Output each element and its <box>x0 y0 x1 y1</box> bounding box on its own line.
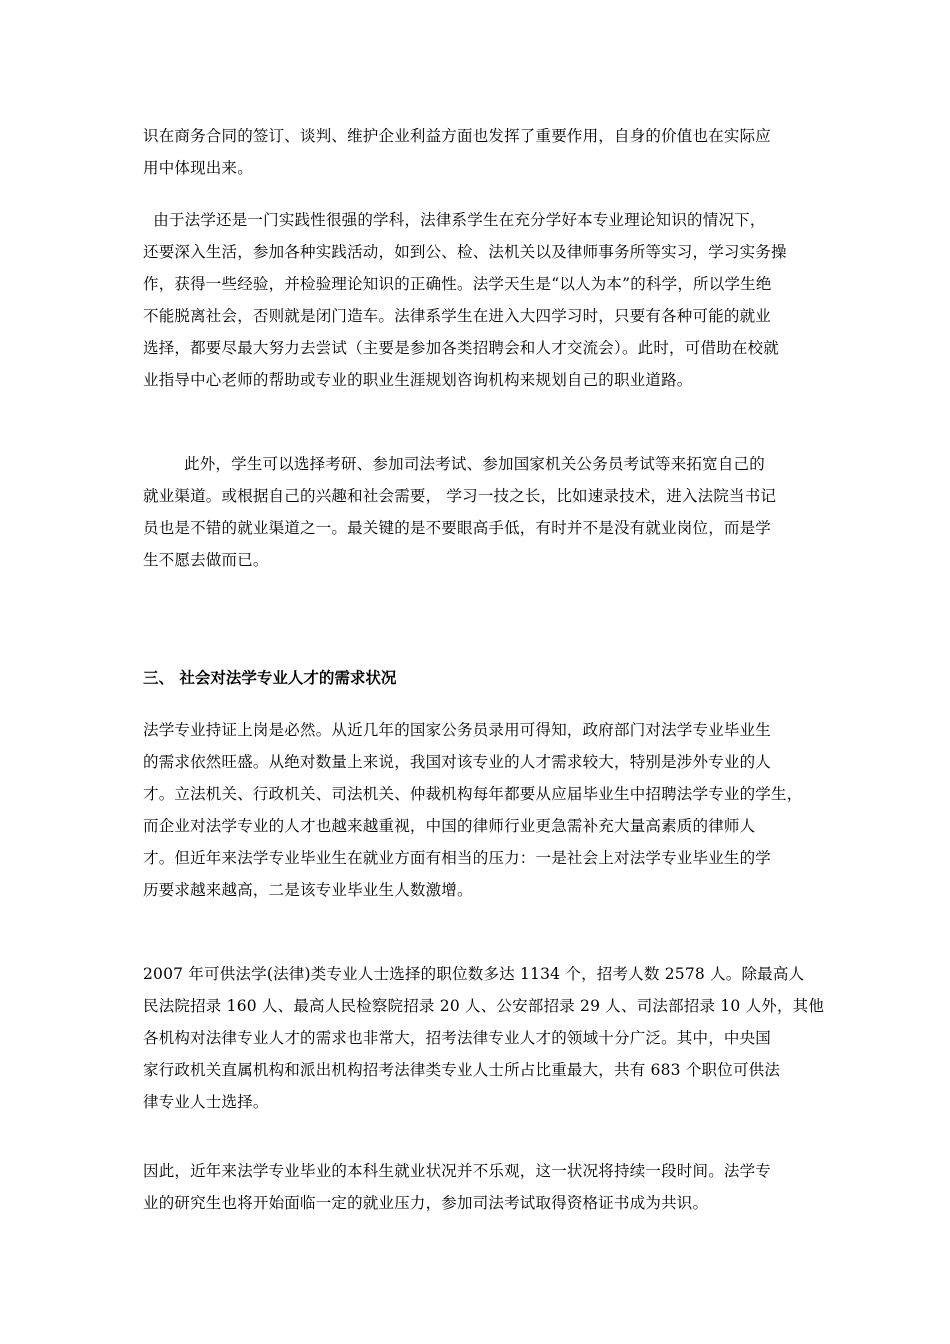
text-line: 作，获得一些经验，并检验理论知识的正确性。法学天生是“以人为本”的科学，所以学生绝 <box>143 275 772 293</box>
text-line: 而企业对法学专业的人才也越来越重视，中国的律师行业更急需补充大量高素质的律师人 <box>143 817 756 835</box>
text-line: 各机构对法律专业人才的需求也非常大，招考法律专业人才的领域十分广泛。其中，中央国 <box>143 1029 772 1047</box>
text-line: 律专业人士选择。 <box>143 1093 269 1111</box>
text-line: 识在商务合同的签订、谈判、维护企业利益方面也发挥了重要作用，自身的价值也在实际应 <box>143 127 772 145</box>
text-line: 才。立法机关、行政机关、司法机关、仲裁机构每年都要从应届毕业生中招聘法学专业的学生， <box>143 785 803 803</box>
text-line: 还要深入生活，参加各种实践活动，如到公、检、法机关以及律师事务所等实习，学习实务操 <box>143 243 787 261</box>
paragraph-2 <box>143 204 808 396</box>
text-line: 因此，近年来法学专业毕业的本科生就业状况并不乐观，这一状况将持续一段时间。法学专 <box>143 1162 772 1180</box>
paragraph-3 <box>143 448 808 576</box>
text-line: 用中体现出来。 <box>143 159 253 177</box>
text-line: 就业渠道。或根据自己的兴趣和社会需要， 学习一技之长，比如速录技术，进入法院当书记 <box>143 487 777 505</box>
text-line: 不能脱离社会，否则就是闭门造车。法律系学生在进入大四学习时，只要有各种可能的就业 <box>143 307 772 325</box>
text-line: 家行政机关直属机构和派出机构招考法律类专业人士所占比重最大，共有 683 个职位可供法 <box>143 1061 781 1079</box>
text-line: 法学专业持证上岗是必然。从近几年的国家公务员录用可得知，政府部门对法学专业毕业生 <box>143 721 772 739</box>
section-heading: 三、 社会对法学专业人才的需求状况 <box>143 668 397 687</box>
text-line: 此外，学生可以选择考研、参加司法考试、参加国家机关公务员考试等来拓宽自己的 <box>143 455 765 473</box>
paragraph-5 <box>143 958 825 1118</box>
text-line: 的需求依然旺盛。从绝对数量上来说，我国对该专业的人才需求较大，特别是涉外专业的人 <box>143 753 772 771</box>
text-line: 选择，都要尽最大努力去尝试（主要是参加各类招聘会和人才交流会）。此时，可借助在校就 <box>143 339 779 357</box>
text-line: 业的研究生也将开始面临一定的就业压力，参加司法考试取得资格证书成为共识。 <box>143 1194 709 1212</box>
text-line: 才。但近年来法学专业毕业生在就业方面有相当的压力：一是社会上对法学专业毕业生的学 <box>143 849 772 867</box>
text-line: 由于法学还是一门实践性很强的学科，法律系学生在充分学好本专业理论知识的情况下， <box>143 211 766 229</box>
text-line: 历要求越来越高，二是该专业毕业生人数激增。 <box>143 881 473 899</box>
text-line: 业指导中心老师的帮助或专业的职业生涯规划咨询机构来规划自己的职业道路。 <box>143 371 693 389</box>
text-line: 员也是不错的就业渠道之一。最关键的是不要眼高手低，有时并不是没有就业岗位，而是学 <box>143 519 772 537</box>
text-line: 生不愿去做而已。 <box>143 551 269 569</box>
paragraph-1 <box>143 120 808 184</box>
text-line: 民法院招录 160 人、最高人民检察院招录 20 人、公安部招录 29 人、司法部招录 10 人外，其他 <box>143 997 825 1015</box>
text-line: 2007 年可供法学(法律)类专业人士选择的职位数多达 1134 个，招考人数 2578 人。除最高人 <box>143 965 805 983</box>
paragraph-6 <box>143 1155 808 1219</box>
paragraph-4 <box>143 714 808 906</box>
